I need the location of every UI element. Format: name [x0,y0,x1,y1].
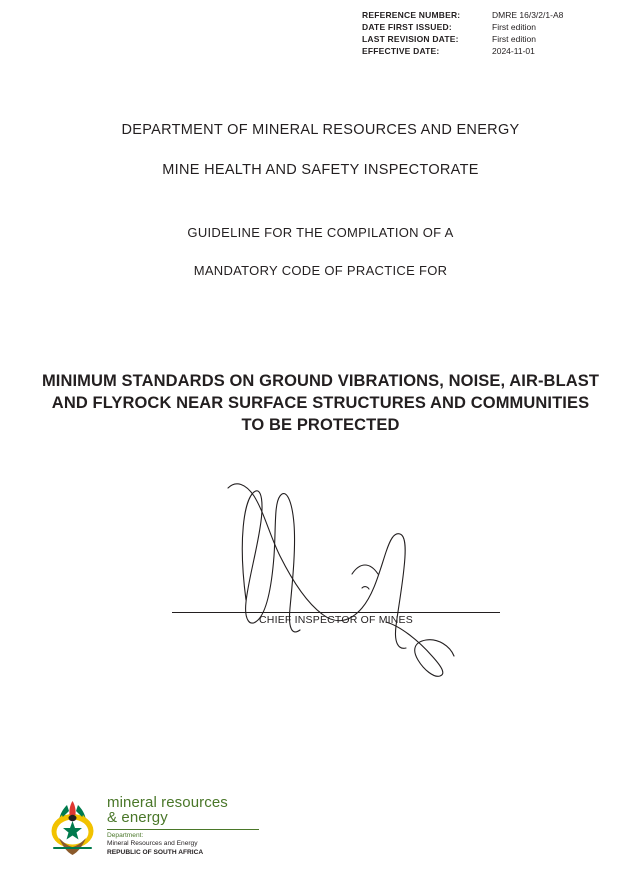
guideline-line-1: GUIDELINE FOR THE COMPILATION OF A [187,225,454,240]
footer-divider [107,829,259,830]
signature-rule [172,612,500,613]
meta-row-date-first-issued [362,22,622,32]
department-line-1: DEPARTMENT OF MINERAL RESOURCES AND ENERGY [121,122,520,138]
footer-brand-line-2: & energy [107,809,168,827]
signature-icon [150,470,510,690]
footer-brand-line-1: mineral resources [107,794,228,811]
meta-value-date-first-issued: First edition [492,22,536,32]
footer-brand-text [107,795,337,857]
department-heading [0,122,641,202]
guideline-heading [0,225,641,301]
meta-label-date-first-issued: DATE FIRST ISSUED: [362,22,452,32]
guideline-line-2: MANDATORY CODE OF PRACTICE FOR [193,263,448,278]
footer-department-label: Department: [107,831,144,839]
meta-value-reference-number: DMRE 16/3/2/1-A8 [492,10,564,20]
meta-label-effective-date: EFFECTIVE DATE: [362,46,440,56]
signature-caption: CHIEF INSPECTOR OF MINES [259,614,413,626]
footer-department-name: Mineral Resources and Energy [107,840,198,848]
meta-row-reference-number [362,10,622,20]
meta-value-effective-date: 2024-11-01 [492,46,535,56]
department-line-2: MINE HEALTH AND SAFETY INSPECTORATE [162,162,479,178]
signature-mark [150,470,510,690]
meta-row-last-revision-date [362,34,622,44]
meta-label-reference-number: REFERENCE NUMBER: [362,10,461,20]
meta-row-effective-date [362,46,622,56]
meta-label-last-revision-date: LAST REVISION DATE: [362,34,459,44]
meta-value-last-revision-date: First edition [492,34,536,44]
footer-logo-block [45,795,345,870]
footer-country: REPUBLIC OF SOUTH AFRICA [107,848,204,856]
south-africa-coat-of-arms-icon [45,797,100,859]
page-title: MINIMUM STANDARDS ON GROUND VIBRATIONS, NOISE, AIR-BLAST AND FLYROCK NEAR SURFACE STRUCTURES AND COMMUNITIES TO BE PROTECTED [41,372,600,434]
document-meta-block [362,10,622,58]
